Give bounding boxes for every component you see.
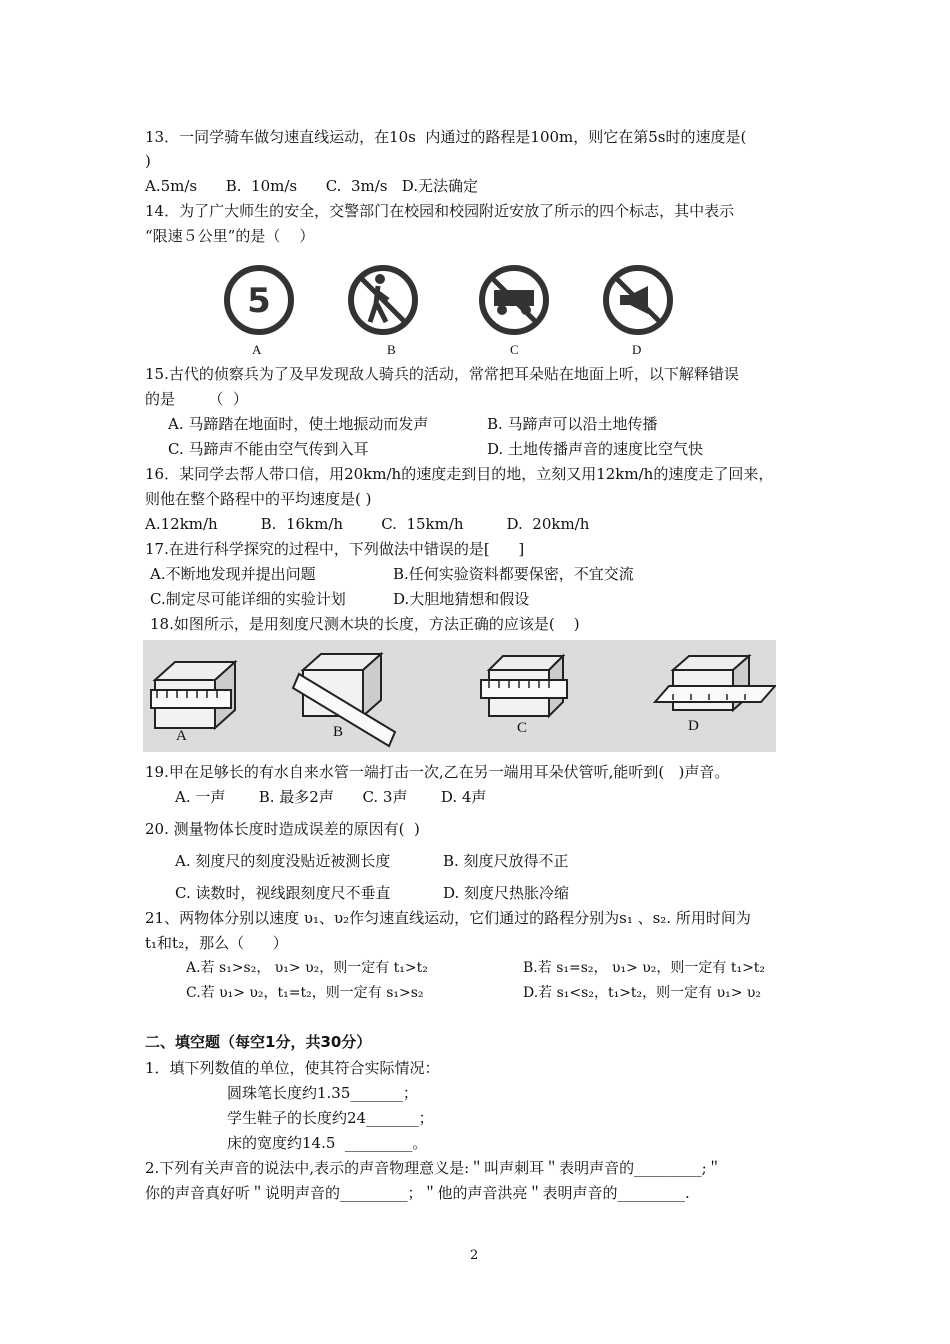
q13-stem: 13．一同学骑车做匀速直线运动，在10s 内通过的路程是100m，则它在第5s时的速度是( xyxy=(145,128,747,146)
no-pedestrian-sign-icon xyxy=(351,268,415,332)
q21-option-d: D.若 s₁<s₂，t₁>t₂，则一定有 υ₁> υ₂ xyxy=(523,985,762,1001)
q17-option-a: A.不断地发现并提出问题 xyxy=(150,565,316,583)
ruler-label-c: C xyxy=(517,720,528,736)
ruler-method-a-icon xyxy=(151,662,235,728)
q15-option-d: D. 土地传播声音的速度比空气快 xyxy=(487,440,704,458)
q20-option-a: A. 刻度尺的刻度没贴近被测长度 xyxy=(175,852,391,870)
f1-item-pen: 圆珠笔长度约1.35_______； xyxy=(227,1084,418,1102)
q20-stem: 20. 测量物体长度时造成误差的原因有( ) xyxy=(145,820,420,838)
q17-stem: 17.在进行科学探究的过程中，下列做法中错误的是[ ] xyxy=(145,540,525,558)
q17-option-b: B.任何实验资料都要保密，不宜交流 xyxy=(393,565,634,583)
no-vehicle-sign-icon xyxy=(482,268,546,332)
f1-item-shoe: 学生鞋子的长度约24_______； xyxy=(227,1109,434,1127)
sign-label-a: A xyxy=(252,342,262,357)
section-title: 二、填空题（每空1分，共30分） xyxy=(145,1033,372,1051)
q17-option-c: C.制定尽可能详细的实验计划 xyxy=(150,590,346,608)
q15-option-b: B. 马蹄声可以沿土地传播 xyxy=(487,415,658,433)
q15-stem: 15.古代的侦察兵为了及早发现敌人骑兵的活动，常常把耳朵贴在地面上听，以下解释错误 xyxy=(145,365,739,383)
q21-stem-end: t₁和t₂，那么（ ） xyxy=(145,934,288,952)
no-horn-sign-icon xyxy=(606,268,670,332)
q15-stem-end: 的是 （ ） xyxy=(145,390,248,408)
ruler-label-d: D xyxy=(688,718,699,734)
speed-limit-number: 5 xyxy=(247,281,271,321)
ruler-method-d-icon xyxy=(655,656,775,710)
q14-stem: 14．为了广大师生的安全，交警部门在校园和校园附近安放了所示的四个标志，其中表示 xyxy=(145,202,735,220)
f2-stem-end: 你的声音真好听＂说明声音的_________；＂他的声音洪亮＂表明声音的_________. xyxy=(145,1184,690,1202)
f2-stem: 2.下列有关声音的说法中,表示的声音物理意义是:＂叫声刺耳＂表明声音的_________;＂ xyxy=(145,1159,722,1177)
q20-option-b: B. 刻度尺放得不正 xyxy=(443,852,569,870)
ruler-label-a: A xyxy=(176,728,187,744)
q16-stem: 16．某同学去帮人带口信，用20km/h的速度走到目的地，立刻又用12km/h的速度走了回来， xyxy=(145,465,774,483)
q21-stem: 21、两物体分别以速度 υ₁、υ₂作匀速直线运动，它们通过的路程分别为s₁ 、s₂. 所用时间为 xyxy=(145,909,751,927)
q21-option-c: C.若 υ₁> υ₂，t₁=t₂，则一定有 s₁>s₂ xyxy=(186,985,424,1001)
ruler-measurement-figure xyxy=(143,640,776,752)
f1-item-bed: 床的宽度约14.5 _________。 xyxy=(227,1134,428,1152)
q14-stem-end: “限速５公里”的是（ ） xyxy=(145,227,315,245)
q21-option-a: A.若 s₁>s₂， υ₁> υ₂，则一定有 t₁>t₂ xyxy=(186,960,428,976)
q20-option-c: C. 读数时，视线跟刻度尺不垂直 xyxy=(175,884,391,902)
sign-label-d: D xyxy=(632,342,642,357)
q13-stem-end: ) xyxy=(145,152,151,170)
ruler-label-b: B xyxy=(333,724,344,740)
f1-stem: 1．填下列数值的单位，使其符合实际情况： xyxy=(145,1059,440,1077)
q16-stem-end: 则他在整个路程中的平均速度是( ) xyxy=(145,490,372,508)
ruler-method-c-icon xyxy=(481,656,567,716)
q15-option-c: C. 马蹄声不能由空气传到入耳 xyxy=(168,440,369,458)
traffic-signs-figure xyxy=(220,262,680,362)
q17-option-d: D.大胆地猜想和假设 xyxy=(393,590,530,608)
q19-stem: 19.甲在足够长的有水自来水管一端打击一次,乙在另一端用耳朵伏管听,能听到( )声音。 xyxy=(145,763,730,781)
q21-option-b: B.若 s₁=s₂， υ₁> υ₂，则一定有 t₁>t₂ xyxy=(523,960,766,976)
sign-label-c: C xyxy=(510,342,519,357)
q15-option-a: A. 马蹄踏在地面时，使土地振动而发声 xyxy=(168,415,429,433)
page-number: 2 xyxy=(470,1248,479,1263)
q13-options: A.5m/s B. 10m/s C. 3m/s D.无法确定 xyxy=(145,177,479,195)
q18-stem: 18.如图所示，是用刻度尺测木块的长度，方法正确的应该是( ) xyxy=(150,615,580,633)
sign-label-b: B xyxy=(387,342,396,357)
q20-option-d: D. 刻度尺热胀冷缩 xyxy=(443,884,570,902)
q16-options: A.12km/h B. 16km/h C. 15km/h D. 20km/h xyxy=(145,515,590,533)
speed-limit-sign-icon xyxy=(227,268,291,332)
q19-options: A. 一声 B. 最多2声 C. 3声 D. 4声 xyxy=(175,788,487,806)
ruler-method-b-icon xyxy=(293,654,395,746)
